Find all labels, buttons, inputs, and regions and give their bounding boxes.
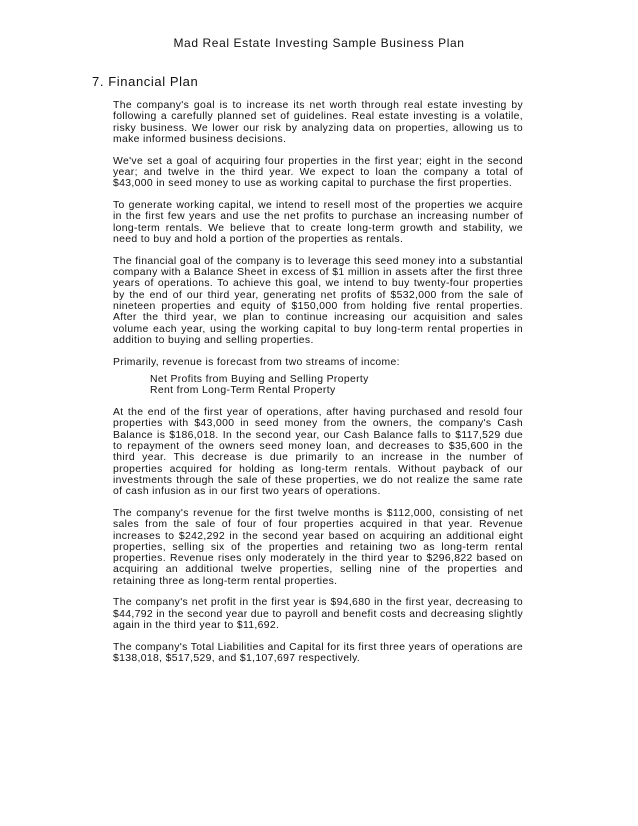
paragraph-revenue: The company's revenue for the first twelve months is $112,000, consisting of net sales from the sale of four of four properties acquired in that year. Revenue increases to $242,292 in the second year based on acquiring an additional eight properties, selling six of the properties and retaining two as long-term rental properties. Revenue rises only moderately in the third year to $296,822 based on acquiring an additional twelve properties, selling nine of the properties and retaining three as long-term rental properties. <box>113 507 523 587</box>
paragraph-working-capital: To generate working capital, we intend to resell most of the properties we acquire in the first few years and use the net profits to purchase an increasing number of long-term rentals. We believe that to create long-term growth and stability, we need to buy and hold a portion of the properties as rentals. <box>113 200 523 245</box>
section-body <box>113 100 523 675</box>
paragraph-revenue-streams-intro: Primarily, revenue is forecast from two streams of income: <box>113 356 400 368</box>
paragraph-cash-balance: At the end of the first year of operations, after having purchased and resold four properties with $43,000 in seed money from the owners, the company's Cash Balance is $186,018. In the second year, our Cash Balance falls to $117,529 due to repayment of the owners seed money loan, and decreases to $35,600 in the third year. This decrease is due primarily to an increase in the number of properties acquired for holding as long-term rentals. Without payback of our investments through the sale of these properties, we do not realize the same rate of cash infusion as in our first two years of operations. <box>113 407 523 498</box>
paragraph-financial-goal: The financial goal of the company is to leverage this seed money into a substantial company with a Balance Sheet in excess of $1 million in assets after the first three years of operations. To achieve this goal, we intend to buy twenty-four properties by the end of our third year, generating net profits of $532,000 from the sale of nineteen properties and equity of $150,000 from holding five rental properties. After the third year, we plan to continue increasing our acquisition and sales volume each year, using the working capital to buy long-term rental properties in addition to buying and selling properties. <box>113 255 523 346</box>
list-item: Rent from Long-Term Rental Property <box>150 385 336 397</box>
document-header: Mad Real Estate Investing Sample Business Plan <box>173 36 465 50</box>
section-title: 7. Financial Plan <box>92 74 199 89</box>
paragraph-net-profit: The company's net profit in the first year is $94,680 in the first year, decreasing to $44,792 in the second year due to payroll and benefit costs and decreasing slightly again in the third year to $11,692. <box>113 597 523 632</box>
paragraph-acquisition-goal: We've set a goal of acquiring four properties in the first year; eight in the second year; and twelve in the third year. We expect to loan the company a total of $43,000 in seed money to use as working capital to purchase the first properties. <box>113 155 523 190</box>
paragraph-liabilities-capital: The company's Total Liabilities and Capital for its first three years of operations are $138,018, $517,529, and $1,107,697 respectively. <box>113 641 523 665</box>
paragraph-company-goal: The company's goal is to increase its net worth through real estate investing by following a carefully planned set of guidelines. Real estate investing is a volatile, risky business. We lower our risk by analyzing data on properties, allowing us to make informed business decisions. <box>113 100 523 145</box>
list-item: Net Profits from Buying and Selling Property <box>150 373 369 385</box>
revenue-streams-list <box>150 374 523 397</box>
